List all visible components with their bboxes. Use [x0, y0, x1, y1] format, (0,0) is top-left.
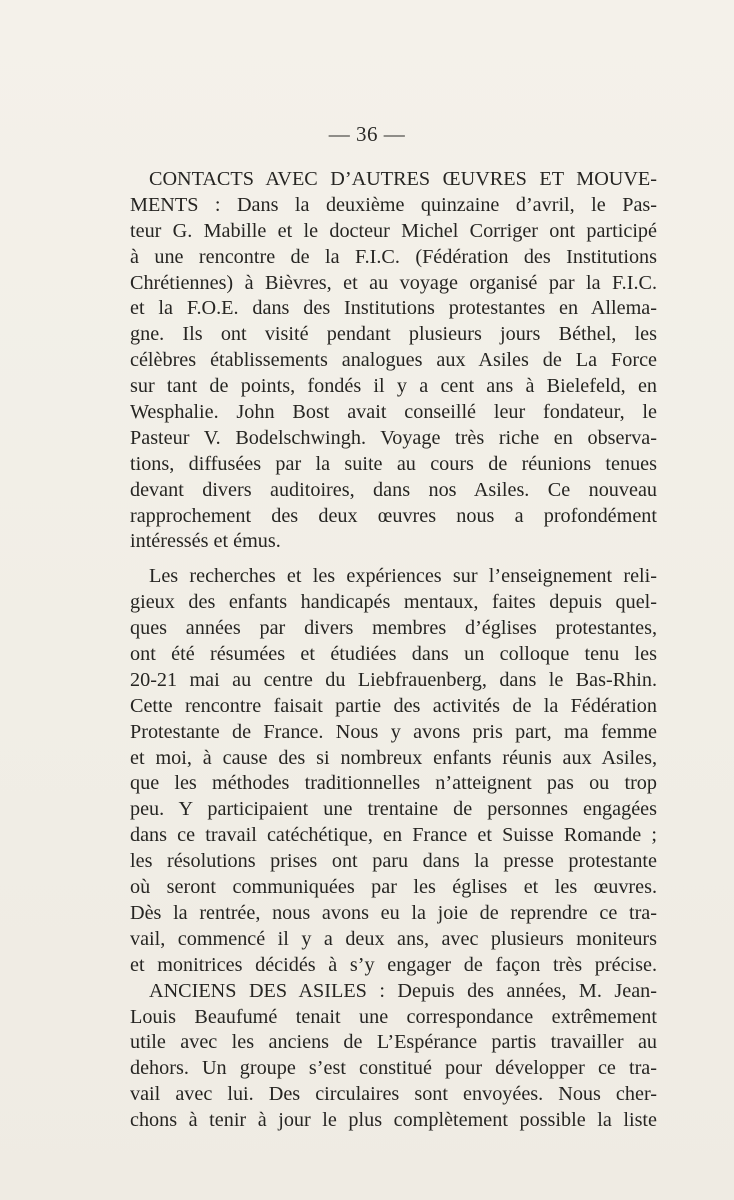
text-line: peu. Y participaient une trentaine de personnes engagées	[130, 798, 657, 821]
text-line: Protestante de France. Nous y avons pris part, ma femme	[130, 720, 657, 743]
text-line: où seront communiquées par les églises et les œuvres.	[130, 876, 657, 899]
text-line: et monitrices décidés à s’y engager de façon très précise.	[130, 953, 657, 976]
body-text	[130, 167, 657, 1134]
text-line: Chrétiennes) à Bièvres, et au voyage organisé par la F.I.C.	[130, 271, 657, 294]
text-line: intéressés et émus.	[130, 530, 281, 553]
text-line: vail, commencé il y a deux ans, avec plusieurs moniteurs	[130, 927, 657, 950]
text-line: vail avec lui. Des circulaires sont envoyées. Nous cher-	[130, 1083, 657, 1106]
text-line: devant divers auditoires, dans nos Asiles. Ce nouveau	[130, 478, 657, 501]
page-number: — 36 —	[328, 122, 406, 146]
text-line: rapprochement des deux œuvres nous a profondément	[130, 504, 657, 527]
paragraph-contacts	[130, 167, 657, 555]
text-line: ont été résumées et étudiées dans un colloque tenu les	[130, 643, 657, 666]
text-line: Louis Beaufumé tenait une correspondance extrêmement	[130, 1005, 657, 1028]
text-line: CONTACTS AVEC D’AUTRES ŒUVRES ET MOUVE-	[149, 168, 657, 190]
paragraph-spacer	[130, 555, 657, 564]
text-line: teur G. Mabille et le docteur Michel Corriger ont participé	[130, 219, 657, 242]
text-line: que les méthodes traditionnelles n’atteignent pas ou trop	[130, 772, 657, 795]
paragraph-enseignement	[130, 564, 657, 978]
text-line: gne. Ils ont visité pendant plusieurs jours Béthel, les	[130, 323, 657, 346]
text-line: et la F.O.E. dans des Institutions protestantes en Allema-	[130, 297, 657, 320]
text-line: Dès la rentrée, nous avons eu la joie de reprendre ce tra-	[130, 901, 657, 924]
paragraph-anciens	[130, 979, 657, 1134]
text-line: tions, diffusées par la suite au cours de réunions tenues	[130, 452, 657, 475]
text-line: Les recherches et les expériences sur l’enseignement reli-	[149, 565, 657, 588]
text-line: célèbres établissements analogues aux Asiles de La Force	[130, 349, 657, 372]
text-line: et moi, à cause des si nombreux enfants réunis aux Asiles,	[130, 746, 657, 769]
text-line: ANCIENS DES ASILES : Depuis des années, M. Jean-	[149, 979, 657, 1002]
text-line: ques années par divers membres d’églises protestantes,	[130, 617, 657, 640]
text-line: sur tant de points, fondés il y a cent ans à Bielefeld, en	[130, 375, 657, 398]
text-line: à une rencontre de la F.I.C. (Fédération des Institutions	[130, 245, 657, 268]
text-line: 20-21 mai au centre du Liebfrauenberg, dans le Bas-Rhin.	[130, 668, 657, 691]
text-line: dehors. Un groupe s’est constitué pour développer ce tra-	[130, 1057, 657, 1080]
text-line: Cette rencontre faisait partie des activités de la Fédération	[130, 694, 657, 717]
text-line: dans ce travail catéchétique, en France et Suisse Romande ;	[130, 824, 657, 847]
text-line: Wesphalie. John Bost avait conseillé leur fondateur, le	[130, 401, 657, 424]
text-line: gieux des enfants handicapés mentaux, faites depuis quel-	[130, 591, 657, 614]
text-line: les résolutions prises ont paru dans la presse protestante	[130, 850, 657, 873]
text-line: utile avec les anciens de L’Espérance partis travailler au	[130, 1031, 657, 1054]
text-line: MENTS : Dans la deuxième quinzaine d’avril, le Pas-	[130, 193, 657, 216]
text-line: Pasteur V. Bodelschwingh. Voyage très riche en observa-	[130, 426, 657, 449]
text-line: chons à tenir à jour le plus complètement possible la liste	[130, 1109, 657, 1132]
